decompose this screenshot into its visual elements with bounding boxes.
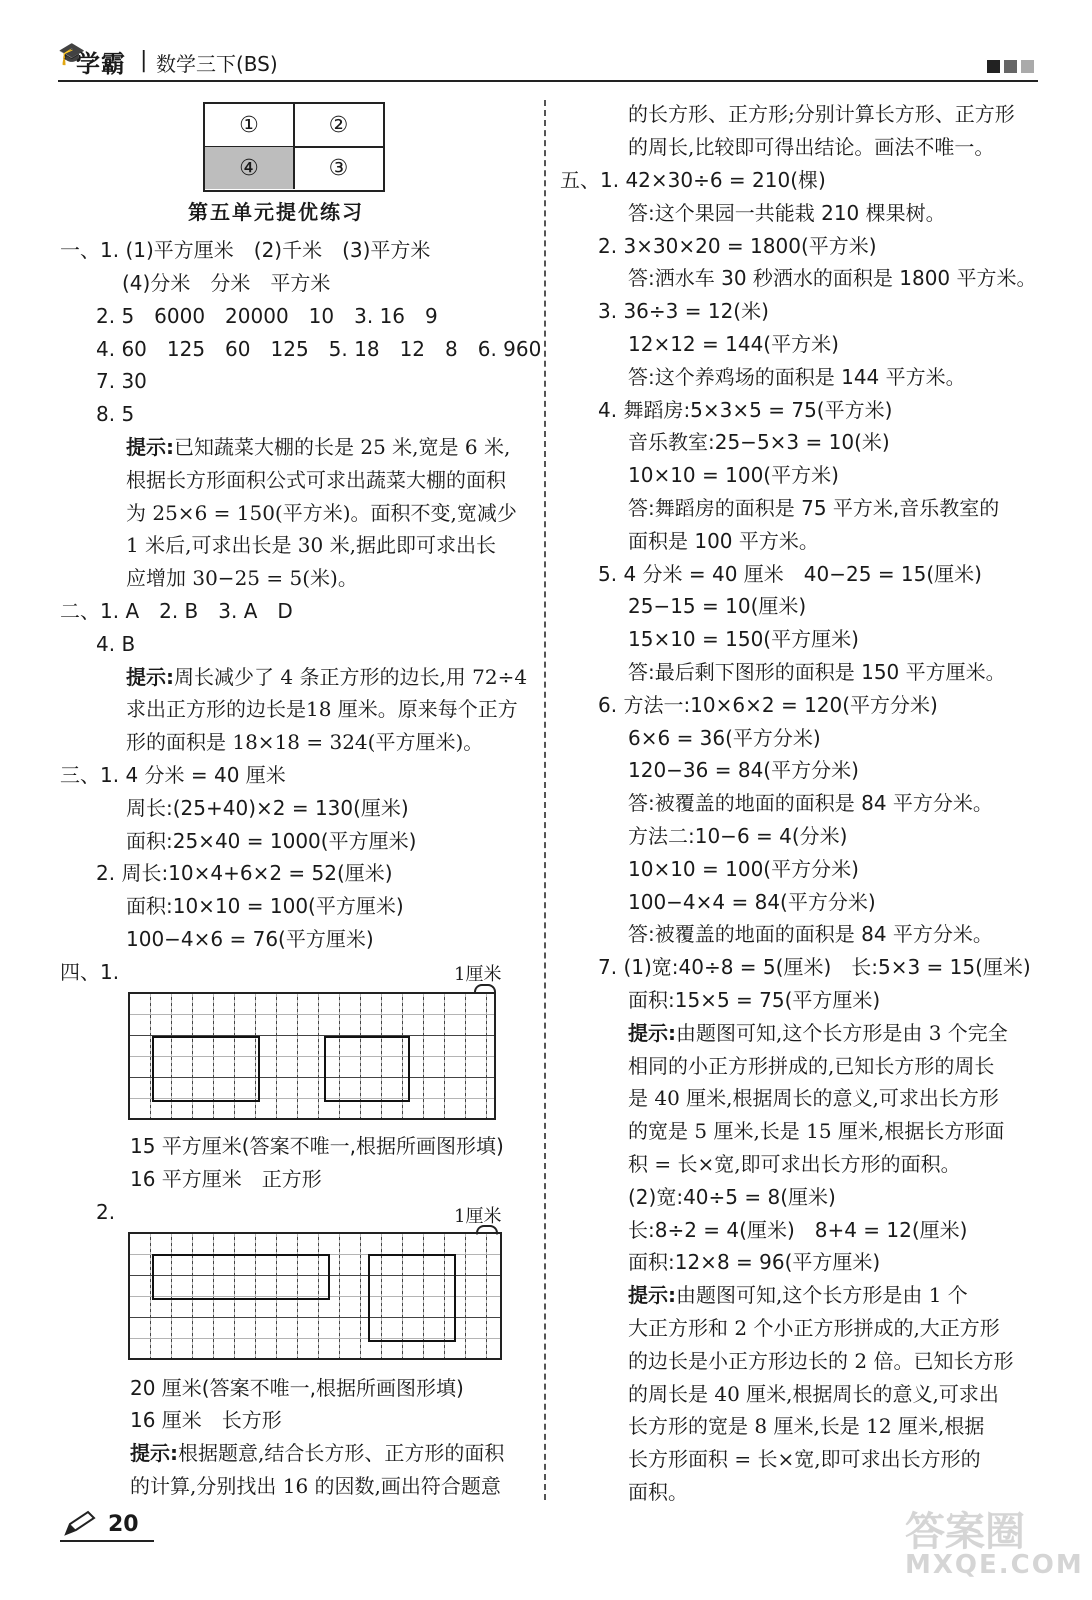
answer-line: 三、1. 4 分米 = 40 厘米 [60,763,286,787]
answer-line: 7. 30 [96,369,147,393]
answer-line: 20 厘米(答案不唯一,根据所画图形填) [130,1376,464,1400]
answer-line: 面积:15×5 = 75(平方厘米) [628,988,881,1012]
quadrant-figure [203,102,385,192]
answer-line: 16 平方厘米 正方形 [130,1167,322,1191]
answer-line: 4. 60 125 60 125 5. 18 12 8 6. 960 [96,337,542,361]
hint-line: 的周长是 40 厘米,根据周长的意义,可求出 [628,1382,999,1406]
quadrant-2: ② [294,104,383,148]
watermark-url: MXQE.COM [905,1550,1084,1580]
grid-figure-2 [128,1232,502,1360]
answer-line: 25−15 = 10(厘米) [628,594,807,618]
hint-line: 提示:由题图可知,这个长方形是由 1 个 [628,1283,968,1307]
watermark: 答案圈 [905,1509,1025,1555]
answer-line: 12×12 = 144(平方米) [628,332,839,356]
answer-line: 答:这个养鸡场的面积是 144 平方米。 [628,365,966,389]
answer-line: 10×10 = 100(平方米) [628,463,839,487]
hint-prefix: 提示: [628,1021,676,1045]
drawn-rectangle [152,1036,260,1102]
answer-line: 答:被覆盖的地面的面积是 84 平方分米。 [628,791,993,815]
hint-prefix: 提示: [126,435,174,459]
quadrant-3: ③ [328,155,349,181]
answer-line: 四、1. [60,960,120,984]
hint-line: 为 25×6 = 150(平方米)。面积不变,宽减少 [126,501,517,525]
hint-line: 相同的小正方形拼成的,已知长方形的周长 [628,1054,995,1078]
answer-line: 答:洒水车 30 秒洒水的面积是 1800 平方米。 [628,266,1037,290]
section-title: 第五单元提优练习 [188,200,364,224]
answer-line: 2. [96,1200,116,1224]
answer-line: 2. 周长:10×4+6×2 = 52(厘米) [96,861,393,885]
answer-line: 2. 3×30×20 = 1800(平方米) [598,234,877,258]
answer-line: 面积:25×40 = 1000(平方厘米) [126,829,417,853]
answer-line: 7. (1)宽:40÷8 = 5(厘米) 长:5×3 = 15(厘米) [598,955,1031,979]
graduation-cap-icon: 🎓 [58,42,86,67]
answer-line: 答:被覆盖的地面的面积是 84 平方分米。 [628,922,993,946]
answer-line: 4. B [96,632,136,656]
hint-line: 1 米后,可求出长是 30 米,据此即可求出长 [126,533,496,557]
answer-line: 答:舞蹈房的面积是 75 平方米,音乐教室的 [628,496,1000,520]
answer-line: 6×6 = 36(平方分米) [628,726,821,750]
answer-line: 2. 5 6000 20000 10 3. 16 9 [96,304,438,328]
hint-line: 长方形面积 = 长×宽,即可求出长方形的 [628,1447,981,1471]
hint-line: 的边长是小正方形边长的 2 倍。已知长方形 [628,1349,1014,1373]
hint-line: 提示:根据题意,结合长方形、正方形的面积 [130,1441,505,1465]
answer-line: 答:最后剩下图形的面积是 150 平方厘米。 [628,660,1006,684]
hint-line: 形的面积是 18×18 = 324(平方厘米)。 [126,730,484,754]
hint-line: 求出正方形的边长是18 厘米。原来每个正方 [126,697,518,721]
hint-line: 是 40 厘米,根据周长的意义,可求出长方形 [628,1086,999,1110]
quadrant-1: ① [205,104,295,148]
footer-underline [60,1540,154,1542]
hint-line: 积 = 长×宽,即可求出长方形的面积。 [628,1152,961,1176]
hint-line: 的周长,比较即可得出结论。画法不唯一。 [628,135,995,159]
answer-line: 面积是 100 平方米。 [628,529,819,553]
drawn-square [324,1036,410,1102]
answer-line: 16 厘米 长方形 [130,1408,282,1432]
answer-line: 面积:10×10 = 100(平方厘米) [126,894,404,918]
page-header [58,44,1038,82]
hint-line: 的计算,分别找出 16 的因数,画出符合题意 [130,1474,501,1498]
answer-line: 二、1. A 2. B 3. A D [60,599,293,623]
subject-title: 数学三下(BS) [156,52,278,76]
answer-line: (4)分米 分米 平方米 [122,271,331,295]
answer-line: 8. 5 [96,402,135,426]
hint-prefix: 提示: [628,1283,676,1307]
hint-line: 长方形的宽是 8 厘米,长是 12 厘米,根据 [628,1414,985,1438]
hint-line: 的宽是 5 厘米,长是 15 厘米,根据长方形面 [628,1119,1005,1143]
answer-line: 15×10 = 150(平方厘米) [628,627,859,651]
unit-label: 1厘米 [454,1206,502,1227]
hint-prefix: 提示: [130,1441,178,1465]
answer-line: 音乐教室:25−5×3 = 10(米) [628,430,890,454]
answer-line: 面积:12×8 = 96(平方厘米) [628,1250,881,1274]
hint-line: 根据长方形面积公式可求出蔬菜大棚的面积 [126,468,506,492]
pencil-icon [62,1510,96,1538]
drawn-square [368,1254,456,1342]
answer-line: 6. 方法一:10×6×2 = 120(平方分米) [598,693,938,717]
answer-line: 答:这个果园一共能栽 210 棵果树。 [628,201,946,225]
answer-line: 5. 4 分米 = 40 厘米 40−25 = 15(厘米) [598,562,982,586]
hint-line: 面积。 [628,1480,688,1504]
brand-logo: 学霸 [76,50,126,78]
answer-line: 3. 36÷3 = 12(米) [598,299,769,323]
header-separator: | [140,48,148,73]
grid-figure-1 [128,992,496,1120]
answer-line: 长:8÷2 = 4(厘米) 8+4 = 12(厘米) [628,1218,968,1242]
answer-line: 120−36 = 84(平方分米) [628,758,859,782]
answer-line: 方法二:10−6 = 4(分米) [628,824,848,848]
hint-line: 提示:已知蔬菜大棚的长是 25 米,宽是 6 米, [126,435,511,459]
answer-line: (2)宽:40÷5 = 8(厘米) [628,1185,836,1209]
answer-line: 15 平方厘米(答案不唯一,根据所画图形填) [130,1134,504,1158]
answer-line: 10×10 = 100(平方分米) [628,857,859,881]
hint-line: 的长方形、正方形;分别计算长方形、正方形 [628,102,1015,126]
hint-line: 提示:由题图可知,这个长方形是由 3 个完全 [628,1021,1008,1045]
answer-line: 周长:(25+40)×2 = 130(厘米) [126,796,409,820]
header-blocks-icon [983,58,1034,77]
column-divider [544,100,546,1500]
unit-label: 1厘米 [454,964,502,985]
drawn-rectangle [152,1254,330,1300]
answer-line: 4. 舞蹈房:5×3×5 = 75(平方米) [598,398,893,422]
hint-line: 提示:周长减少了 4 条正方形的边长,用 72÷4 [126,665,528,689]
answer-line: 100−4×4 = 84(平方分米) [628,890,876,914]
answer-line: 一、1. (1)平方厘米 (2)千米 (3)平方米 [60,238,431,262]
hint-line: 应增加 30−25 = 5(米)。 [126,566,358,590]
hint-prefix: 提示: [126,665,174,689]
answer-line: 五、1. 42×30÷6 = 210(棵) [560,168,826,192]
hint-line: 大正方形和 2 个小正方形拼成的,大正方形 [628,1316,1000,1340]
quadrant-4: ④ [205,147,295,189]
answer-line: 100−4×6 = 76(平方厘米) [126,927,374,951]
page-number: 20 [108,1512,139,1537]
